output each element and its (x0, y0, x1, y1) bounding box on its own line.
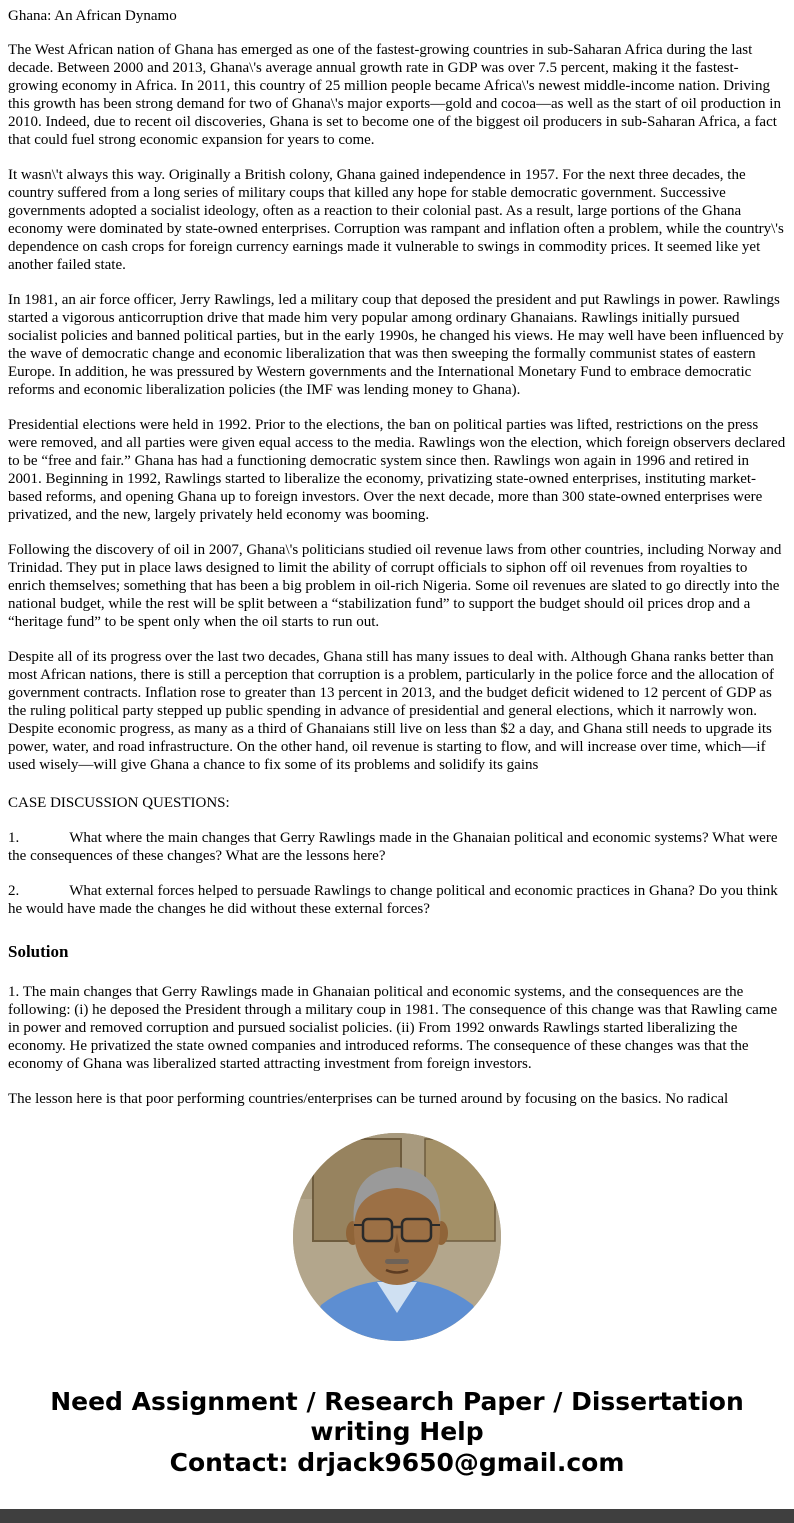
article-paragraph: In 1981, an air force officer, Jerry Rawlings, led a military coup that deposed the president and put Rawlings in power. Rawlings started a vigorous anticorruption drive that made him very popular among ordinary Ghanaians. Rawlings initially pursued socialist policies and banned political parties, but in the early 1990s, he changed his views. He may well have been influenced by the wave of democratic change and economic liberalization that was then sweeping the formally communist states of eastern Europe. In addition, he was pressured by Western governments and the International Monetary Fund to embrace democratic reforms and economic liberalization policies (the IMF was lending money to Ghana). (8, 292, 784, 398)
question-text: What where the main changes that Gerry Rawlings made in the Ghanaian political and economic systems? What were the consequences of these changes? What are the lessons here? (8, 830, 778, 864)
bottom-bar (0, 1509, 794, 1523)
article-paragraph: Following the discovery of oil in 2007, Ghana\'s politicians studied oil revenue laws from other countries, including Norway and Trinidad. They put in place laws designed to limit the ability of corrupt officials to siphon off oil revenues from royalties to enrich themselves; something that has been a big problem in oil-rich Nigeria. Some oil revenues are slated to go directly into the national budget, while the rest will be split between a “stabilization fund” to support the budget should oil prices drop and a “heritage fund” to be spent only when the oil starts to run out. (8, 542, 782, 630)
solution-heading: Solution (8, 942, 69, 961)
discussion-question-2 (8, 882, 786, 918)
footer-advertisement (8, 1387, 786, 1478)
discussion-question-1 (8, 829, 786, 865)
footer-heading: Need Assignment / Research Paper / Dissertation writing Help (50, 1387, 744, 1446)
question-text: What external forces helped to persuade Rawlings to change political and economic practices in Ghana? Do you think he would have made the changes he did without these external forces? (8, 883, 778, 917)
case-discussion-questions-heading: CASE DISCUSSION QUESTIONS: (8, 795, 230, 811)
article-paragraph: The West African nation of Ghana has emerged as one of the fastest-growing countries in sub-Saharan Africa during the last decade. Between 2000 and 2013, Ghana\'s average annual growth rate in GDP was over 7.5 percent, making it the fastest-growing economy in Africa. In 2011, this country of 25 million people became Africa\'s newest middle-income nation. Driving this growth has been strong demand for two of Ghana\'s major exports—gold and cocoa—as well as the start of oil production in 2010. Indeed, due to recent oil discoveries, Ghana is set to become one of the biggest oil producers in sub-Saharan Africa, a fact that could fuel strong economic expansion for years to come. (8, 42, 781, 148)
article-paragraph: It wasn\'t always this way. Originally a British colony, Ghana gained independence in 1957. For the next three decades, the country suffered from a long series of military coups that killed any hope for stable democratic government. Successive governments adopted a socialist ideology, often as a reaction to their colonial past. As a result, large portions of the Ghana economy were dominated by state-owned enterprises. Corruption was rampant and inflation often a problem, while the country\'s dependence on cash crops for foreign currency earnings made it vulnerable to swings in commodity prices. It seemed like yet another failed state. (8, 167, 784, 273)
photo-container (8, 1133, 786, 1341)
footer-contact-email: Contact: drjack9650@gmail.com (169, 1448, 625, 1478)
question-number: 1. (8, 830, 20, 846)
solution-paragraph-clipped: The lesson here is that poor performing countries/enterprises can be turned around by focusing on the basics. No radical (8, 1091, 729, 1107)
solution-paragraph: 1. The main changes that Gerry Rawlings made in Ghanaian political and economic systems, and the consequences are the following: (i) he deposed the President through a military coup in 1981. The consequence of this change was that Rawling came in power and removed corruption and pursued socialist policies. (ii) From 1992 onwards Rawlings started liberalizing the economy. He privatized the state owned companies and introduced reforms. The consequence of these changes was that the economy of Ghana was liberalized started attracting investment from foreign investors. (8, 984, 778, 1073)
article-paragraph: Presidential elections were held in 1992. Prior to the elections, the ban on political parties was lifted, restrictions on the press were removed, and all parties were given equal access to the media. Rawlings won the election, which foreign observers declared to be “free and fair.” Ghana has had a functioning democratic system since then. Rawlings won again in 1996 and retired in 2001. Beginning in 1992, Rawlings started to liberalize the economy, privatizing state-owned enterprises, instituting market-based reforms, and opening Ghana up to foreign investors. Over the next decade, more than 300 state-owned enterprises were privatized, and the new, largely privately held economy was booming. (8, 417, 786, 523)
question-number: 2. (8, 883, 20, 899)
article-paragraph: Despite all of its progress over the last two decades, Ghana still has many issues to deal with. Although Ghana ranks better than most African nations, there is still a perception that corruption is a problem, particularly in the police force and the allocation of government contracts. Inflation rose to greater than 13 percent in 2013, and the budget deficit widened to 12 percent of GDP as the ruling political party stepped up public spending in advance of presidential and general elections, which it narrowly won. Despite economic progress, as many as a third of Ghanaians still live on less than $2 a day, and Ghana still needs to upgrade its power, water, and road infrastructure. On the other hand, oil revenue is starting to flow, and will increase over time, which—if used wisely—will give Ghana a chance to fix some of its problems and solidify its gains (8, 649, 775, 773)
page-title: Ghana: An African Dynamo (8, 8, 177, 24)
person-photo (293, 1133, 501, 1341)
person-portrait-illustration (293, 1133, 501, 1341)
